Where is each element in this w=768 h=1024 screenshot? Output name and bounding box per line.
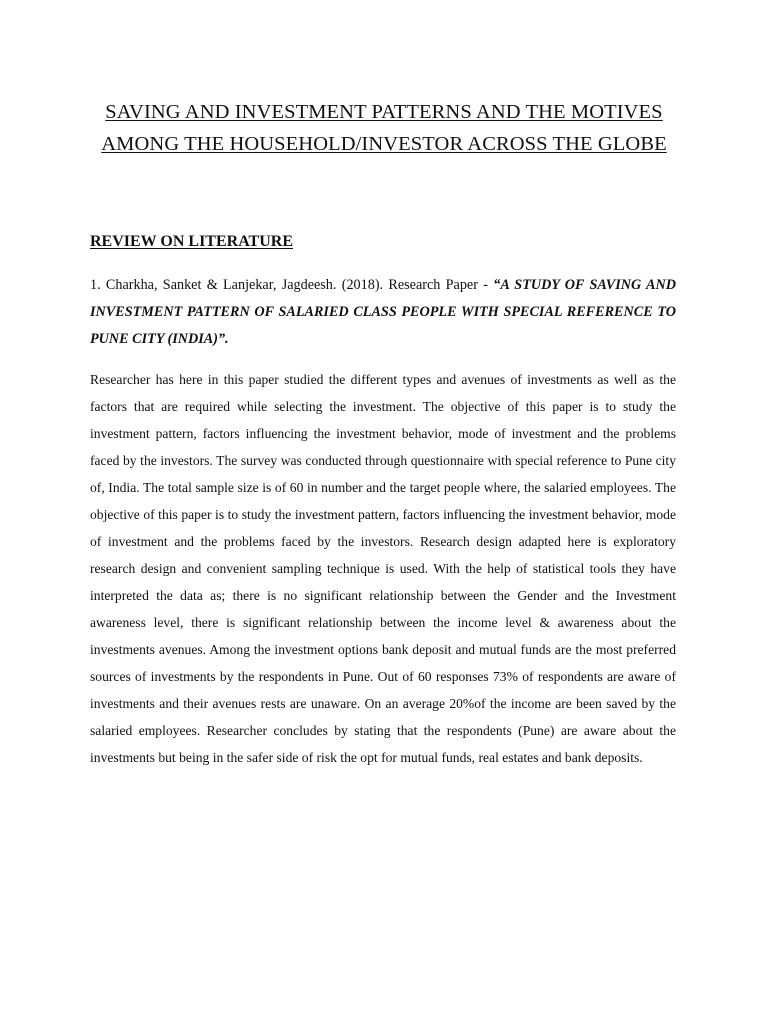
reference-citation: 1. Charkha, Sanket & Lanjekar, Jagdeesh. (2018). Research Paper - <box>90 277 494 293</box>
summary-paragraph: Researcher has here in this paper studied the different types and avenues of investments as well as the factors that are required while selecting the investment. The objective of this paper is to study the investment pattern, factors influencing the investment behavior, mode of investment and the problems faced by the investors. The survey was conducted through questionnaire with special reference to Pune city of, India. The total sample size is of 60 in number and the target people where, the salaried employees. The objective of this paper is to study the investment pattern, factors influencing the investment behavior, mode of investment and the problems faced by the investors. Research design adapted here is exploratory research design and convenient sampling technique is used. With the help of statistical tools they have interpreted the data as; there is no significant relationship between the Gender and the Investment awareness level, there is significant relationship between the income level & awareness about the investments avenues. Among the investment options bank deposit and mutual funds are the most preferred sources of investments by the respondents in Pune. Out of 60 responses 73% of respondents are aware of investments and their avenues rests are unaware. On an average 20%of the income are been saved by the salaried employees. Researcher concludes by stating that the respondents (Pune) are aware about the investments but being in the safer side of risk the opt for mutual funds, real estates and bank deposits. <box>90 372 676 765</box>
section-heading: REVIEW ON LITERATURE <box>90 233 294 250</box>
document-title: SAVING AND INVESTMENT PATTERNS AND THE MOTIVES AMONG THE HOUSEHOLD/INVESTOR ACROSS THE GLOBE <box>101 101 667 155</box>
reference-paper-title: “A STUDY OF SAVING AND INVESTMENT PATTERN OF SALARIED CLASS PEOPLE WITH SPECIAL REFERENCE TO PUNE CITY (INDIA)”. <box>90 277 676 347</box>
reference-entry <box>90 272 676 353</box>
